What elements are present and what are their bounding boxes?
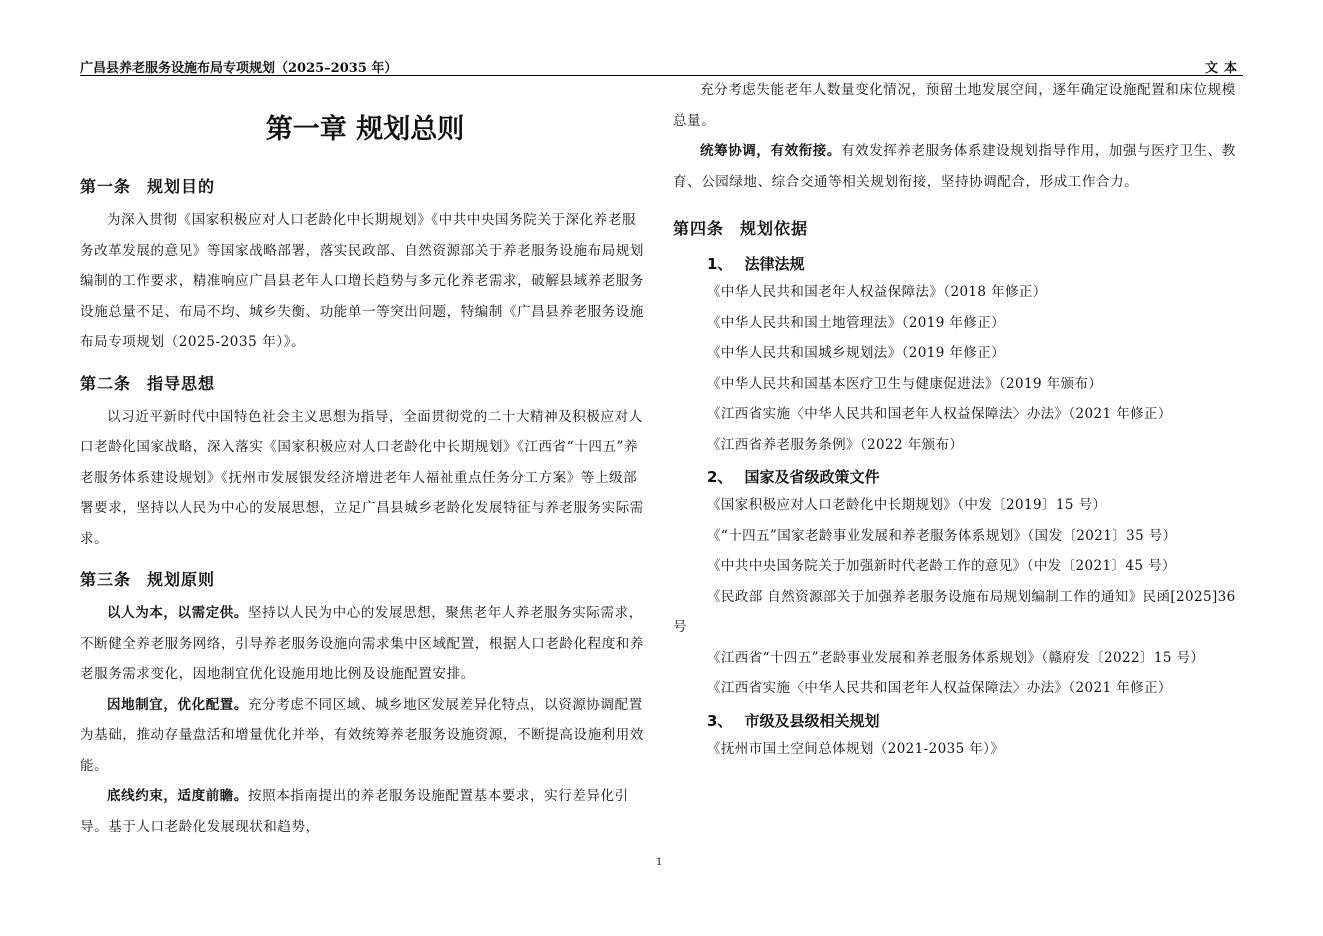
section-heading-3: 第三条 规划原则 bbox=[80, 570, 216, 589]
right-column bbox=[673, 75, 1243, 764]
principle-3-continued: 充分考虑失能老年人数量变化情况，预留土地发展空间，逐年确定设施配置和床位规模总量。 bbox=[673, 82, 1236, 129]
section-2-paragraph: 以习近平新时代中国特色社会主义思想为指导，全面贯彻党的二十大精神及积极应对人口老龄化国家战略，深入落实《国家积极应对人口老龄化中长期规划》《江西省“十四五”养老服务体系建设规划》《抚州市发展银发经济增进老年人福祉重点任务分工方案》等上级部署要求，坚持以人民为中心的发展思想，立足广昌县城乡老龄化发展特征与养老服务实际需求。 bbox=[80, 408, 644, 547]
principle-2: 因地制宜，优化配置。充分考虑不同区域、城乡地区发展差异化特点，以资源协调配置为基础，推动存量盘活和增量优化并举，有效统筹养老服务设施资源，不断提高设施利用效能。 bbox=[80, 696, 644, 774]
subheading-plans: 3、 市级及县级相关规划 bbox=[707, 711, 880, 730]
list-item: 《民政部 自然资源部关于加强养老服务设施布局规划编制工作的通知》民函[2025]36 号 bbox=[673, 588, 1236, 635]
principle-4: 统筹协调，有效衔接。有效发挥养老服务体系建设规划指导作用，加强与医疗卫生、教育、公园绿地、综合交通等相关规划衔接，坚持协调配合，形成工作合力。 bbox=[673, 143, 1236, 190]
left-column bbox=[80, 75, 650, 842]
principle-3: 底线约束，适度前瞻。按照本指南提出的养老服务设施配置基本要求，实行差异化引导。基于人口老龄化发展现状和趋势， bbox=[80, 788, 629, 835]
section-heading-1: 第一条 规划目的 bbox=[80, 177, 216, 196]
list-item: 《江西省实施〈中华人民共和国老年人权益保障法〉办法》（2021 年修正） bbox=[707, 680, 1172, 696]
subheading-laws: 1、 法律法规 bbox=[707, 255, 805, 273]
list-item: 《中华人民共和国基本医疗卫生与健康促进法》（2019 年颁布） bbox=[707, 375, 1103, 392]
list-item: 《中华人民共和国土地管理法》（2019 年修正） bbox=[707, 314, 1005, 331]
page-number: 1 bbox=[656, 857, 663, 868]
list-item: 《抚州市国土空间总体规划（2021-2035 年）》 bbox=[707, 740, 1005, 757]
list-item: 《中华人民共和国老年人权益保障法》（2018 年修正） bbox=[707, 284, 1047, 300]
section-heading-2: 第二条 指导思想 bbox=[80, 373, 216, 393]
chapter-title: 第一章 规划总则 bbox=[265, 114, 465, 145]
list-item: 《国家积极应对人口老龄化中长期规划》（中发〔2019〕15 号） bbox=[707, 497, 1107, 513]
section-heading-4: 第四条 规划依据 bbox=[673, 219, 809, 238]
list-item: 《江西省养老服务条例》（2022 年颁布） bbox=[707, 436, 964, 453]
subheading-policies: 2、 国家及省级政策文件 bbox=[707, 468, 880, 486]
document-label: 文本 bbox=[1204, 61, 1243, 76]
list-item: 《“十四五”国家老龄事业发展和养老服务体系规划》（国发〔2021〕35 号） bbox=[707, 527, 1177, 544]
list-item: 《中共中央国务院关于加强新时代老龄工作的意见》（中发〔2021〕45 号） bbox=[707, 558, 1176, 574]
principle-1: 以人为本，以需定供。坚持以人民为中心的发展思想，聚焦老年人养老服务实际需求，不断健全养老服务网络，引导养老服务设施向需求集中区域配置，根据人口老龄化程度和养老服务需求变化，因地制宜优化设施用地比例及设施配置安排。 bbox=[80, 605, 644, 682]
page-header bbox=[80, 55, 1243, 76]
list-item: 《中华人民共和国城乡规划法》（2019 年修正） bbox=[707, 345, 1005, 361]
list-item: 《江西省“十四五”老龄事业发展和养老服务体系规划》（赣府发〔2022〕15 号） bbox=[707, 649, 1205, 666]
section-1-paragraph: 为深入贯彻《国家积极应对人口老龄化中长期规划》《中共中央国务院关于深化养老服务改革发展的意见》等国家战略部署，落实民政部、自然资源部关于养老服务设施布局规划编制的工作要求，精准响应广昌县老年人口增长趋势与多元化养老需求，破解县域养老服务设施总量不足、布局不均、城乡失衡、功能单一等突出问题，特编制《广昌县养老服务设施布局专项规划（2025-2035 年）》。 bbox=[80, 212, 644, 350]
list-item: 《江西省实施〈中华人民共和国老年人权益保障法〉办法》（2021 年修正） bbox=[707, 406, 1172, 422]
document-title: 广昌县养老服务设施布局专项规划（2025–2035 年） bbox=[80, 61, 398, 76]
